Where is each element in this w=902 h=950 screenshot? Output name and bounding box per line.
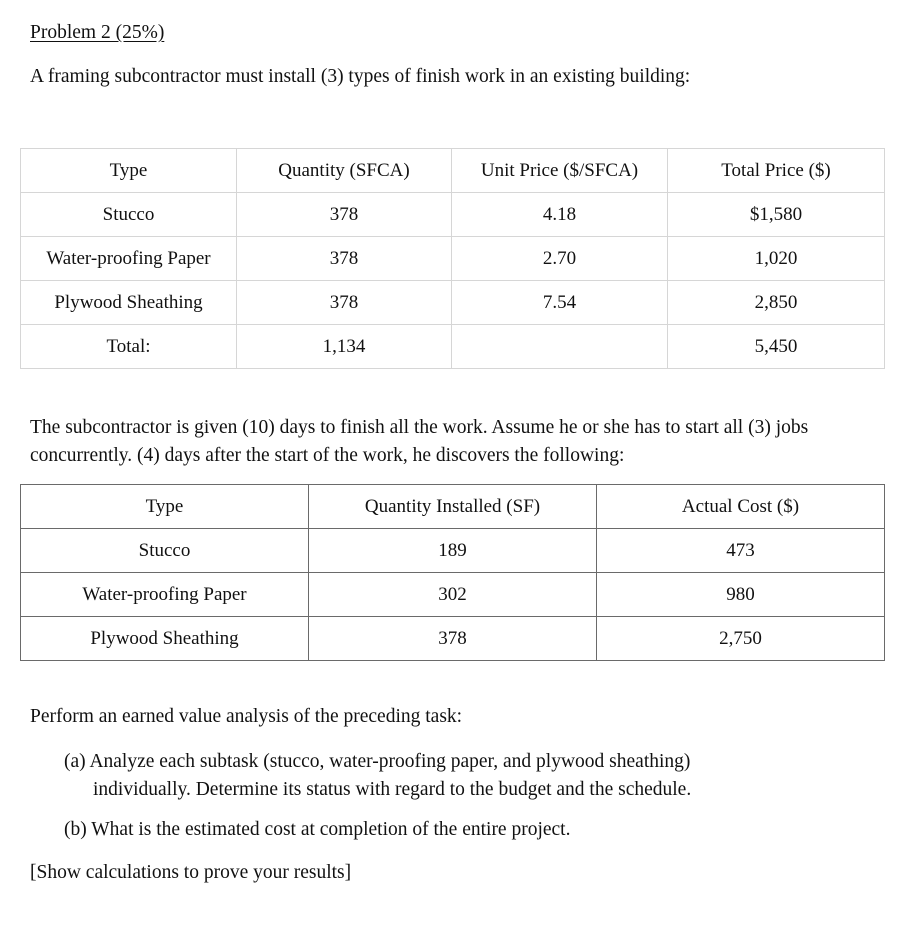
cell-quantity-installed: 189 (309, 529, 597, 573)
header-type: Type (21, 149, 237, 193)
cell-unit-price (452, 325, 668, 369)
cell-unit-price: 7.54 (452, 281, 668, 325)
schedule-paragraph: The subcontractor is given (10) days to finish all the work. Assume he or she has to start all (3) jobs concurrently. (4) days after the start of the work, he discovers the following: (30, 417, 809, 466)
cell-type: Water-proofing Paper (21, 573, 309, 617)
cell-quantity: 378 (237, 281, 452, 325)
table-row (21, 573, 885, 617)
cell-total-price: 5,450 (668, 325, 885, 369)
header-quantity-installed: Quantity Installed (SF) (309, 485, 597, 529)
header-type: Type (21, 485, 309, 529)
question-a-line1: (a) Analyze each subtask (stucco, water-proofing paper, and plywood sheathing) (64, 751, 691, 772)
header-total-price: Total Price ($) (668, 149, 885, 193)
cell-total-price: 1,020 (668, 237, 885, 281)
price-table-header-row (21, 149, 885, 193)
table-row-total (21, 325, 885, 369)
cell-type: Plywood Sheathing (21, 617, 309, 661)
table-row (21, 281, 885, 325)
cell-quantity: 378 (237, 237, 452, 281)
header-unit-price: Unit Price ($/SFCA) (452, 149, 668, 193)
cell-total-price: $1,580 (668, 193, 885, 237)
table-row (21, 237, 885, 281)
cell-quantity-installed: 378 (309, 617, 597, 661)
cell-type: Water-proofing Paper (21, 237, 237, 281)
cell-unit-price: 2.70 (452, 237, 668, 281)
cell-actual-cost: 473 (597, 529, 885, 573)
cell-actual-cost: 980 (597, 573, 885, 617)
table-row (21, 193, 885, 237)
table-row (21, 617, 885, 661)
question-b: (b) What is the estimated cost at completion of the entire project. (64, 819, 571, 840)
cell-total-price: 2,850 (668, 281, 885, 325)
perform-instruction: Perform an earned value analysis of the preceding task: (30, 706, 463, 727)
progress-table-header-row (21, 485, 885, 529)
cell-quantity: 1,134 (237, 325, 452, 369)
question-a-line2: individually. Determine its status with regard to the budget and the schedule. (93, 779, 692, 800)
intro-text: A framing subcontractor must install (3) types of finish work in an existing building: (30, 66, 691, 87)
table-row (21, 529, 885, 573)
cell-type: Total: (21, 325, 237, 369)
cell-type: Plywood Sheathing (21, 281, 237, 325)
cell-actual-cost: 2,750 (597, 617, 885, 661)
show-calculations-note: [Show calculations to prove your results] (30, 862, 352, 883)
progress-table (20, 484, 885, 661)
header-actual-cost: Actual Cost ($) (597, 485, 885, 529)
cell-quantity: 378 (237, 193, 452, 237)
cell-type: Stucco (21, 529, 309, 573)
cell-unit-price: 4.18 (452, 193, 668, 237)
price-table (20, 148, 885, 369)
cell-type: Stucco (21, 193, 237, 237)
cell-quantity-installed: 302 (309, 573, 597, 617)
header-quantity: Quantity (SFCA) (237, 149, 452, 193)
question-a (64, 748, 844, 804)
problem-heading: Problem 2 (25%) (30, 22, 165, 43)
